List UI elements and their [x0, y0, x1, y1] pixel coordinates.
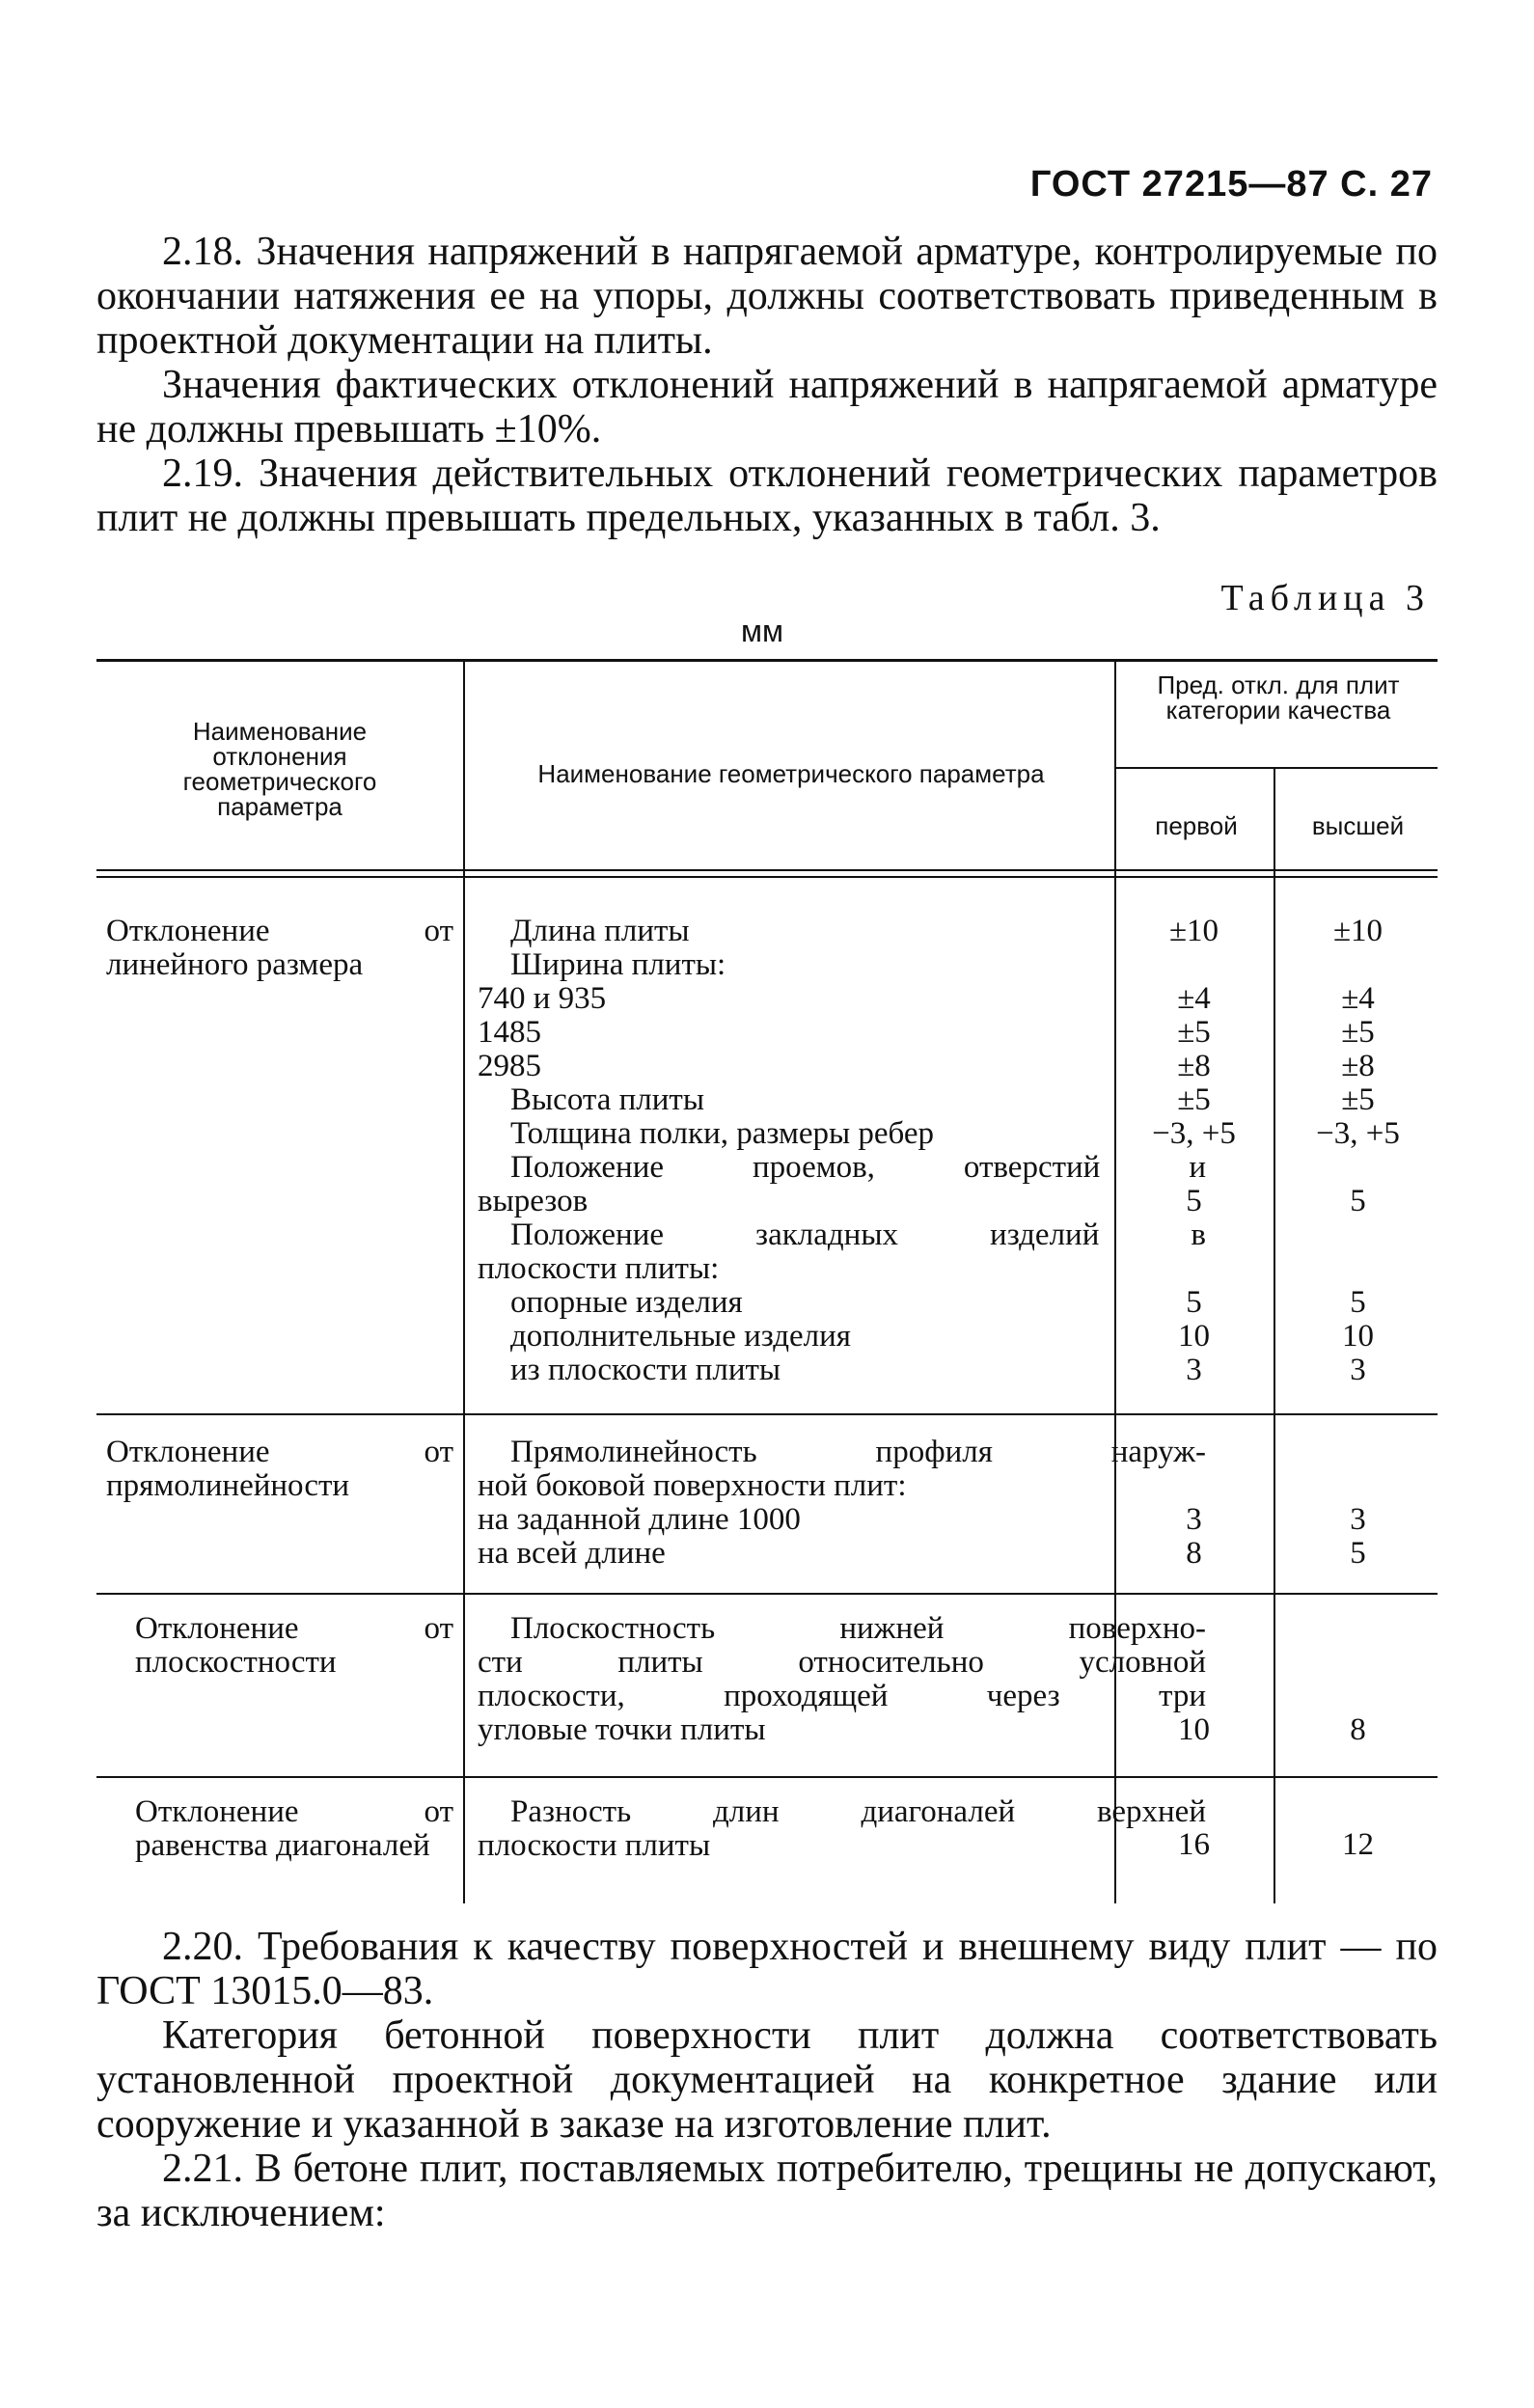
table-row: Высота плиты: [510, 1082, 704, 1117]
table-row: вырезов: [478, 1184, 589, 1218]
table-row: Положение закладных изделий в: [510, 1218, 1206, 1252]
table-row: из плоскости плиты: [510, 1353, 781, 1387]
table-row: плоскости, проходящей через три: [478, 1679, 1206, 1713]
table-row: плоскости плиты: [478, 1828, 711, 1863]
highest-straightness: 3 5: [1350, 1502, 1366, 1571]
params-straightness: [478, 1436, 1206, 1571]
paragraph-2-18: 2.18. Значения напряжений в напрягаемой арматуре, контролируемые по окончании натяжения ее на упоры, должны соответствовать приведенным в проектной документации на плиты.: [96, 230, 1438, 363]
table-row: Толщина полки, размеры ребер: [510, 1116, 935, 1151]
paragraph-2-20: 2.20. Требования к качеству поверхностей и внешнему виду плит — по ГОСТ 13015.0—83.: [96, 1925, 1438, 2013]
table-row: дополнительные изделия: [510, 1319, 851, 1354]
deviation-straightness: Отклонение от прямолинейности: [106, 1435, 453, 1503]
table-row: плоскости плиты:: [478, 1251, 720, 1286]
first-linear-size: ±10 ±4 ±5 ±8 ±5 −3, +5 5 5 10 3: [1152, 914, 1236, 1387]
header-parameter-name: Наименование геометрического параметра: [537, 759, 1045, 788]
table-row: Положение проемов, отверстий и: [510, 1150, 1206, 1185]
table-row: 2985: [478, 1049, 541, 1083]
table-row: Ширина плиты:: [510, 947, 726, 982]
table-row: Длина плиты: [510, 914, 690, 948]
table-row: Прямолинейность профиля наруж-: [510, 1435, 1206, 1469]
table-row: Разность длин диагоналей верхней: [510, 1794, 1206, 1829]
first-diagonals: 16: [1178, 1827, 1210, 1862]
table-row: 740 и 935: [478, 981, 607, 1016]
first-flatness: 10: [1178, 1712, 1210, 1747]
paragraph-2-20-category: Категория бетонной поверхности плит должна соответствовать установленной проектной документацией на конкретное здание или сооружение и указанной в заказе на изготовление плит.: [96, 2013, 1438, 2147]
deviation-flatness: Отклонение от плоскостности: [135, 1611, 453, 1680]
header-first-category: первой: [1155, 811, 1238, 840]
params-linear-size: [478, 915, 1206, 1387]
params-flatness: [478, 1612, 1206, 1747]
table-row: угловые точки плиты: [478, 1712, 766, 1747]
table-row: ной боковой поверхности плит:: [478, 1468, 907, 1503]
paragraph-2-21: 2.21. В бетоне плит, поставляемых потребителю, трещины не допускают, за исключением:: [96, 2147, 1438, 2235]
params-diagonals: [478, 1795, 1206, 1863]
tolerance-table: [96, 659, 1438, 1903]
deviation-linear-size: Отклонение от линейного размера: [106, 914, 453, 982]
deviation-diagonals: Отклонение от равенства диагоналей: [135, 1794, 453, 1863]
table-row: сти плиты относительно условной: [478, 1645, 1206, 1680]
table-row: 1485: [478, 1015, 541, 1050]
highest-diagonals: 12: [1342, 1827, 1374, 1862]
table-caption: Таблица 3: [1220, 578, 1430, 618]
first-straightness: 3 8: [1186, 1502, 1202, 1571]
header-tolerance: Пред. откл. для плит категории качества: [1157, 670, 1400, 725]
page-header: ГОСТ 27215—87 С. 27: [1029, 164, 1433, 205]
table-units: мм: [741, 614, 783, 648]
paragraph-2-19: 2.19. Значения действительных отклонений геометрических параметров плит не должны превышать предельных, указанных в табл. 3.: [96, 452, 1438, 540]
header-deviation-name: Наименование отклонения геометрического параметра: [182, 717, 377, 821]
table-row: Плоскостность нижней поверхно-: [510, 1611, 1206, 1646]
header-highest-category: высшей: [1311, 811, 1405, 840]
table-row: на заданной длине 1000: [478, 1502, 801, 1537]
table-row: опорные изделия: [510, 1285, 743, 1320]
paragraph-2-18-deviations: Значения фактических отклонений напряжений в напрягаемой арматуре не должны превышать ±10%.: [96, 363, 1438, 452]
highest-linear-size: ±10 ±4 ±5 ±8 ±5 −3, +5 5 5 10 3: [1316, 914, 1400, 1387]
table-row: на всей длине: [478, 1536, 666, 1571]
highest-flatness: 8: [1350, 1712, 1366, 1747]
